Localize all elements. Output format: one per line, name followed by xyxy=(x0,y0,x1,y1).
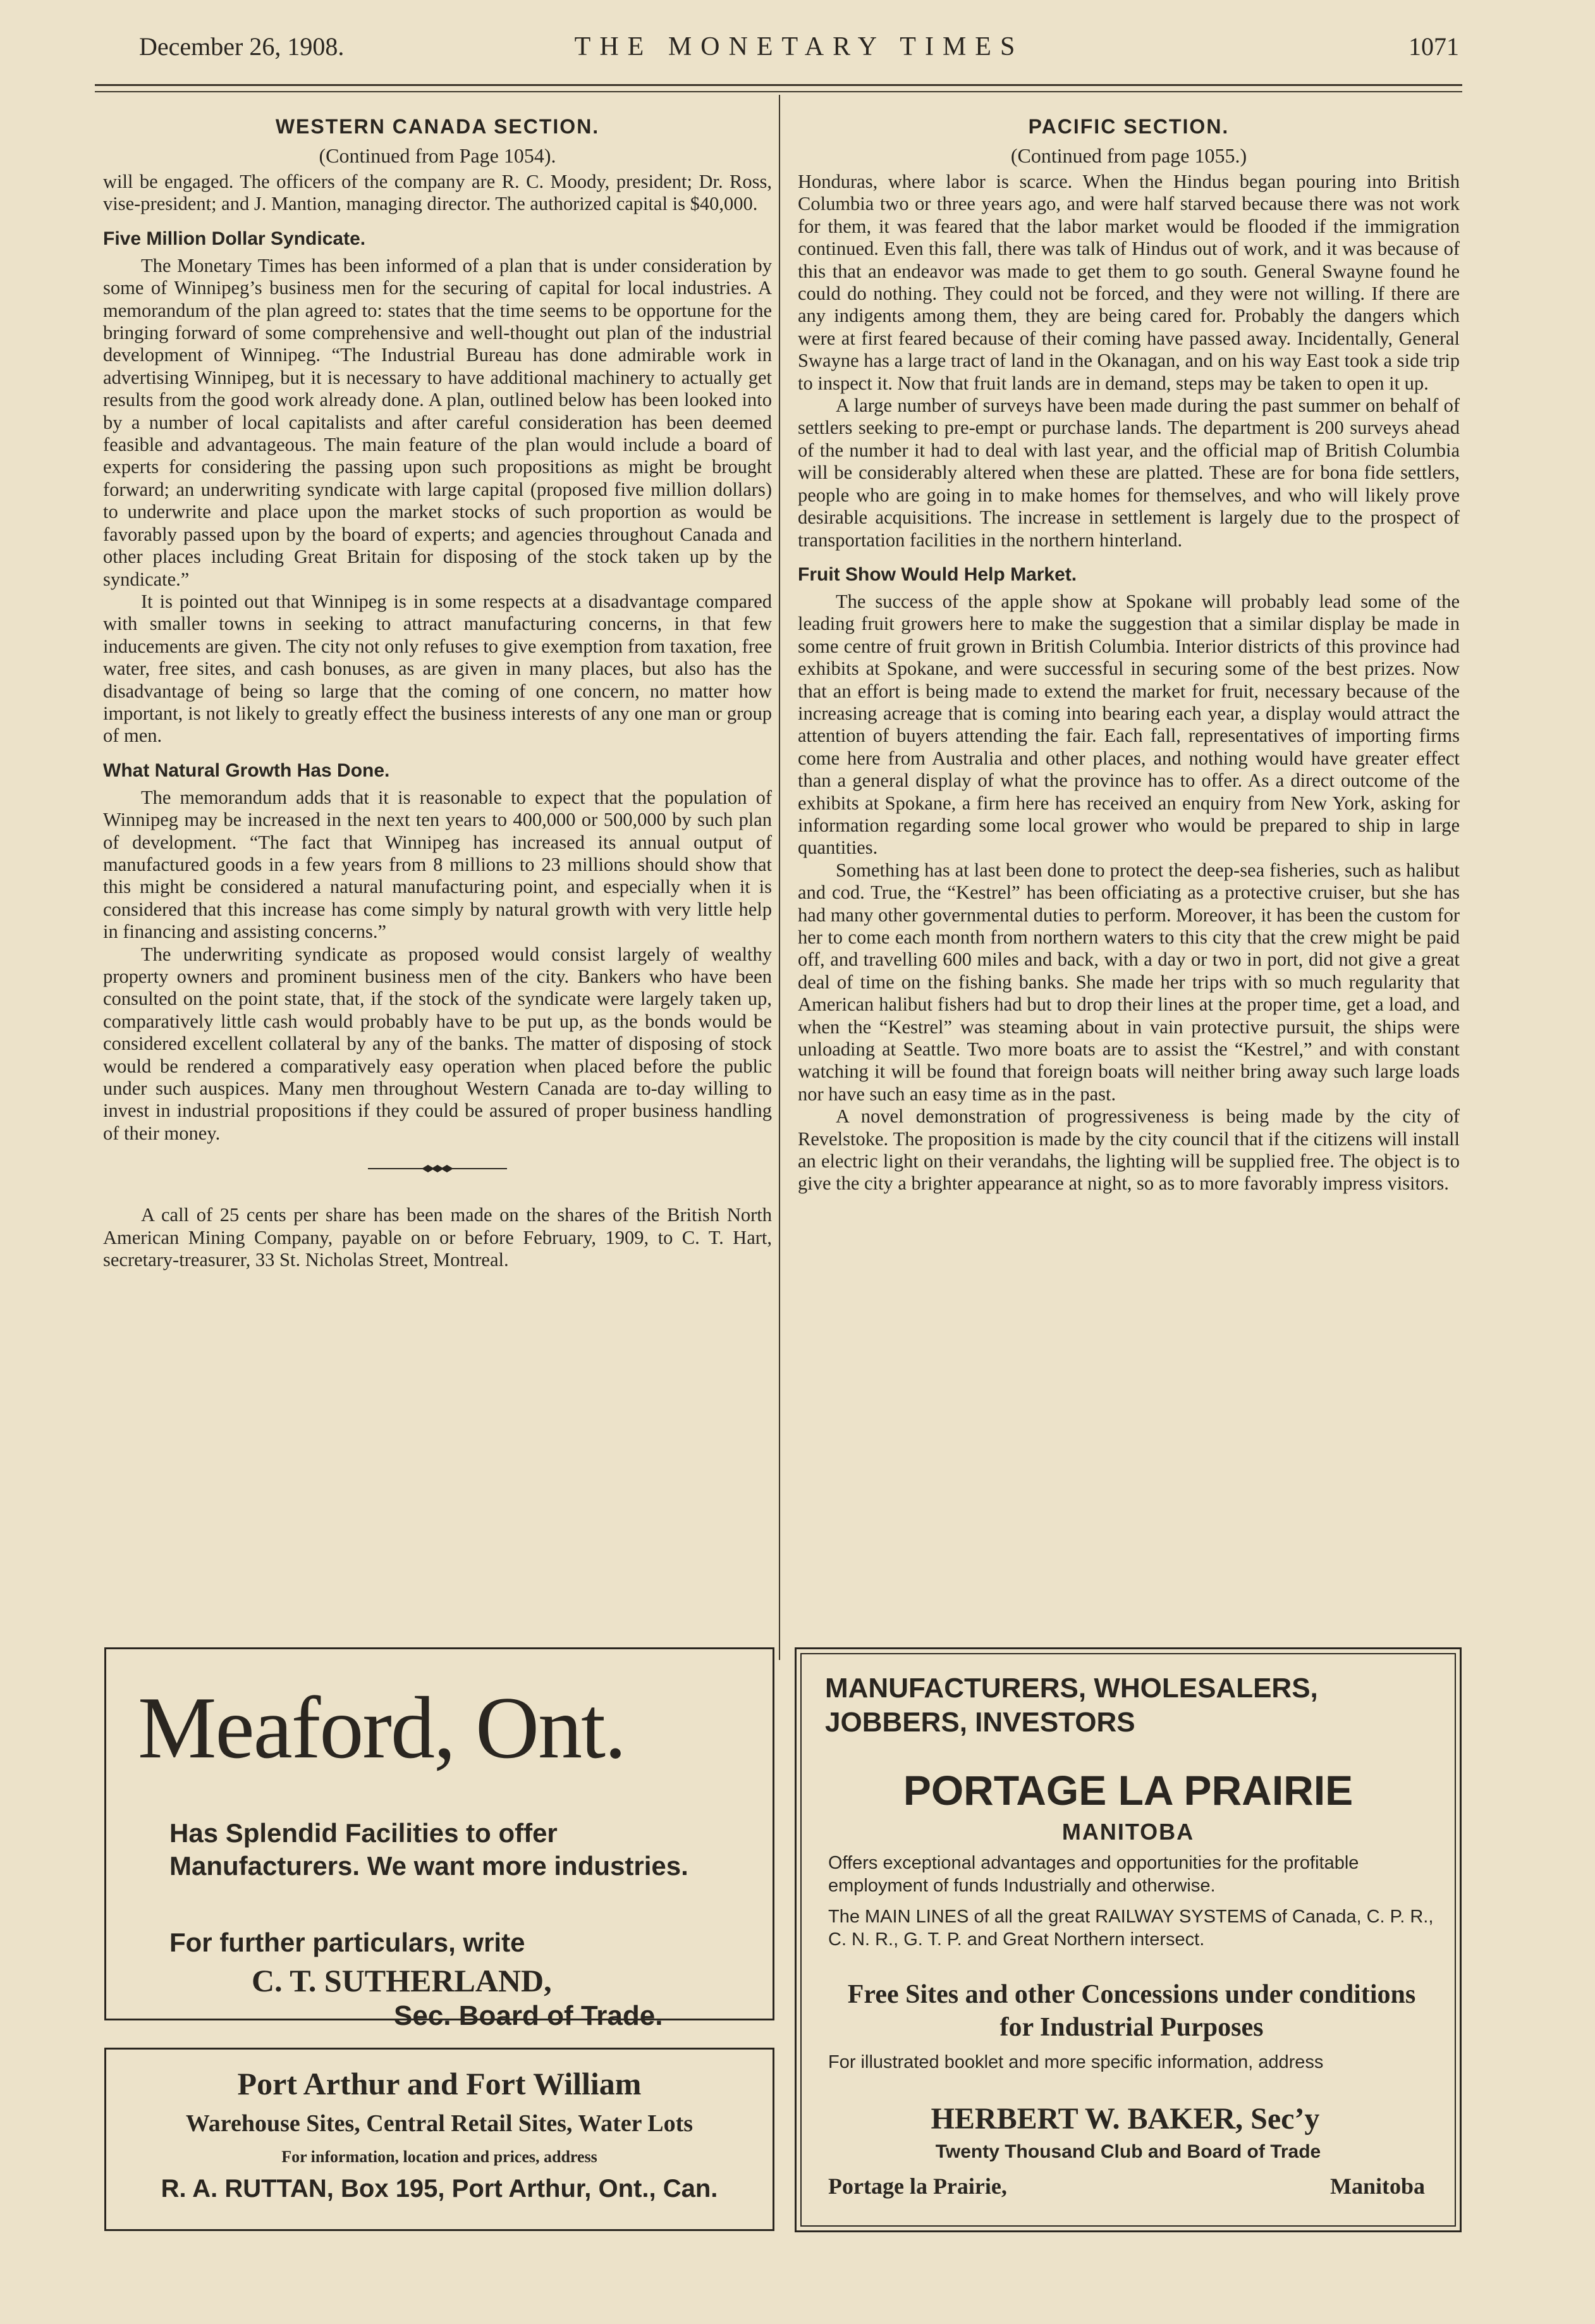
ad-contact-title: Sec. Board of Trade. xyxy=(394,2000,663,2031)
ad-contact: R. A. RUTTAN, Box 195, Port Arthur, Ont., Can. xyxy=(161,2175,718,2203)
pacific-column xyxy=(798,114,1460,1195)
column-divider xyxy=(779,95,780,1660)
ad-offer: Free Sites and other Concessions under conditions for Industrial Purposes xyxy=(847,1980,1416,2042)
ad-contact-name: C. T. SUTHERLAND, xyxy=(252,1963,552,1998)
paragraph: The underwriting syndicate as proposed would consist largely of wealthy property owners and prominent business men of the city. Bankers who have been consulted on the point state, that, if the stock of the syndicate were largely taken up, comparatively little cash would probably have to be put up, as the bonds would be considered excellent collateral by any of the banks. The matter of disposing of stock would be rendered a comparatively easy operation when placed before the public under such auspices. Many men throughout Western Canada are to-day willing to invest in industrial propositions if they could be assured of proper business handling of their money. xyxy=(103,943,772,1144)
ad-headline: Meaford, Ont. xyxy=(138,1679,626,1777)
paragraph: A call of 25 cents per share has been made on the shares of the British North American Mining Company, payable on or before February, 1909, to C. T. Hart, secretary-treasurer, 33 St. Nicholas Street, Montreal. xyxy=(103,1204,772,1271)
ad-province: MANITOBA xyxy=(1061,1819,1195,1845)
western-canada-column xyxy=(103,114,772,1271)
ad-text: Offers exceptional advantages and opportunities for the profitable employment of funds Industrially and otherwise. xyxy=(828,1853,1359,1896)
paragraph: The memorandum adds that it is reasonable to expect that the population of Winnipeg may be increased in the next ten years to 400,000 or 500,000 by such plan of development. “The fact that Winnipeg has increased its annual output of manufactured goods in a few years from 8 millions to 23 millions should show that this might be considered a natural manufacturing point, and especially when it is considered that this increase has come simply by natural growth with very little help in financing and assisting concerns.” xyxy=(103,786,772,943)
ornament-icon xyxy=(368,1164,507,1174)
ad-headline: PORTAGE LA PRAIRIE xyxy=(903,1767,1354,1814)
ornament-divider xyxy=(103,1159,772,1179)
ad-contact-name: HERBERT W. BAKER, Sec’y xyxy=(931,2102,1320,2136)
ad-province-footer: Manitoba xyxy=(1329,2173,1425,2199)
meaford-advertisement xyxy=(104,1647,774,2031)
paragraph: A novel demonstration of progressiveness is being made by the city of Revelstoke. The proposition is made by the city council that if the citizens will install an electric light on their verandahs, the lighting will be supplied free. The object is to give the city a brighter appearance at night, so as to more favorably impress visitors. xyxy=(798,1105,1460,1195)
section-continuation: (Continued from page 1055.) xyxy=(1010,144,1247,167)
paragraph: A large number of surveys have been made during the past summer on behalf of settlers seeking to pre-empt or purchase lands. The department is 200 surveys ahead of the number it had to deal with last year, and the official map of British Columbia will be considerably altered when these are platted. These are for bona fide settlers, people who are going in to make homes for themselves, and who will likely prove desirable acquisitions. The increase in settlement is largely due to the prospect of transportation facilities in the northern hinterland. xyxy=(798,395,1460,551)
paragraph: It is pointed out that Winnipeg is in some respects at a disadvantage compared with smaller towns in seeking to attract manufacturing concerns, in that few inducements are given. The city not only refuses to give exemption from taxation, free water, free sites, and cash bonuses, as are given in many places, but also has the disadvantage of being so large that the coming of one concern, no matter how important, is not likely to greatly effect the business interests of any one man or group of men. xyxy=(103,590,772,747)
section-continuation: (Continued from Page 1054). xyxy=(319,144,556,167)
ad-city: Portage la Prairie, xyxy=(828,2173,1007,2199)
ad-description: Has Splendid Facilities to offer Manufacturers. We want more industries. xyxy=(169,1818,688,1881)
section-title: WESTERN CANADA SECTION. xyxy=(275,115,600,138)
paragraph: Honduras, where labor is scarce. When the Hindus began pouring into British Columbia two or three years ago, and were half starved because there was not work for them, it was feared that the labor market would be flooded if the immigration continued. Even this fall, there was talk of Hindus out of work, and it was because of this that an endeavor was made to get them to go south. General Swayne found he could do nothing. They could not be forced, and they were not willing. If there are any indigents among them, they are being cared for. Probably the dangers which were at first feared because of their coming have passed away. Incidentally, General Swayne has a large tract of land in the Okanagan, and on his way East took a side trip to inspect it. Now that fruit lands are in demand, steps may be taken to open it up. xyxy=(798,171,1460,394)
header-rule-thin xyxy=(95,91,1462,92)
ad-info-line: For information, location and prices, address xyxy=(281,2148,597,2166)
header-rule xyxy=(95,84,1462,86)
subheading: What Natural Growth Has Done. xyxy=(103,759,390,781)
header-date: December 26, 1908. xyxy=(139,32,345,61)
ad-text: For illustrated booklet and more specific information, address xyxy=(828,2052,1324,2072)
ad-organization: Twenty Thousand Club and Board of Trade xyxy=(935,2141,1321,2162)
masthead-title: THE MONETARY TIMES xyxy=(574,32,1024,61)
portage-la-prairie-advertisement xyxy=(795,1647,1462,2232)
ad-headline: Port Arthur and Fort William xyxy=(237,2066,642,2101)
page-number: 1071 xyxy=(1409,32,1459,61)
port-arthur-advertisement xyxy=(104,2048,774,2231)
page-header xyxy=(139,32,1459,76)
paragraph: The success of the apple show at Spokane will probably lead some of the leading fruit growers here to make the suggestion that a similar display be made in some centre of fruit grown in British Columbia. Interior districts of this province had exhibits at Spokane, and were successful in securing some of the best prizes. Now that an effort is being made to extend the market for fruit, necessary because of the increasing acreage that is coming into bearing each year, a display would attract the attention of buyers attending the fair. Each fall, representatives of importing firms come here from Australia and other places, and nothing would have greater effect than a general display of what the province has to offer. As a direct outcome of the exhibits at Spokane, a firm here has received an enquiry from New York, asking for information regarding some local grower who would be prepared to ship in large quantities. xyxy=(798,590,1460,859)
ad-subheadline: Warehouse Sites, Central Retail Sites, Water Lots xyxy=(185,2110,694,2137)
paragraph: Something has at last been done to protect the deep-sea fisheries, such as halibut and cod. True, the “Kestrel” has been officiating as a protective cruiser, but she has had many other governmental duties to perform. Moreover, it has been the custom for her to come each month from northern waters to this city that the crew might be paid off, and travelling 600 miles and back, with a day or two in port, did not give a great deal of time on the fishing banks. She made her trips with so much regularity that American halibut fishers had but to drop their lines at the proper time, get a load, and when the “Kestrel” was steaming about in vain protective pursuit, the ships were unloading at Seattle. Two more boats are to assist the “Kestrel,” and with constant watching it will be found that foreign boats will neither bring away such large loads nor have such an easy time as in the past. xyxy=(798,859,1460,1105)
paragraph: The Monetary Times has been informed of a plan that is under consideration by some of Winnipeg’s business men for the securing of capital for local industries. A memorandum of the plan agreed to: states that the time seems to be opportune for the bringing forward of some comprehensive and well-thought out plan of the industrial development of Winnipeg. “The Industrial Bureau has done admirable work in advertising Winnipeg, but it is necessary to have additional machinery to actually get results from the good work already done. A plan, outlined below has been looked into by a number of local capitalists and after careful consideration has been deemed feasible and advantageous. The main feature of the plan would include a board of experts for considering the passing upon such propositions as might be brought forward; an underwriting syndicate with large capital (proposed five million dollars) to underwrite and place upon the market stocks of such proportion as would be favorably passed upon by the board of experts; and agencies throughout Canada and other places including Great Britain for disposing of the stock taken up by the syndicate.” xyxy=(103,254,772,590)
subheading: Five Million Dollar Syndicate. xyxy=(103,228,366,249)
ad-text: The MAIN LINES of all the great RAILWAY SYSTEMS of Canada, C. P. R., C. N. R., G. T. P. and Great Northern intersect. xyxy=(828,1907,1434,1950)
ad-audience: MANUFACTURERS, WHOLESALERS, JOBBERS, INVESTORS xyxy=(825,1673,1318,1738)
ad-contact-prompt: For further particulars, write xyxy=(169,1927,525,1957)
subheading: Fruit Show Would Help Market. xyxy=(798,563,1077,585)
paragraph: will be engaged. The officers of the company are R. C. Moody, president; Dr. Ross, vise-president; and J. Mantion, managing director. The authorized capital is $40,000. xyxy=(103,171,772,215)
section-title: PACIFIC SECTION. xyxy=(1028,115,1230,138)
